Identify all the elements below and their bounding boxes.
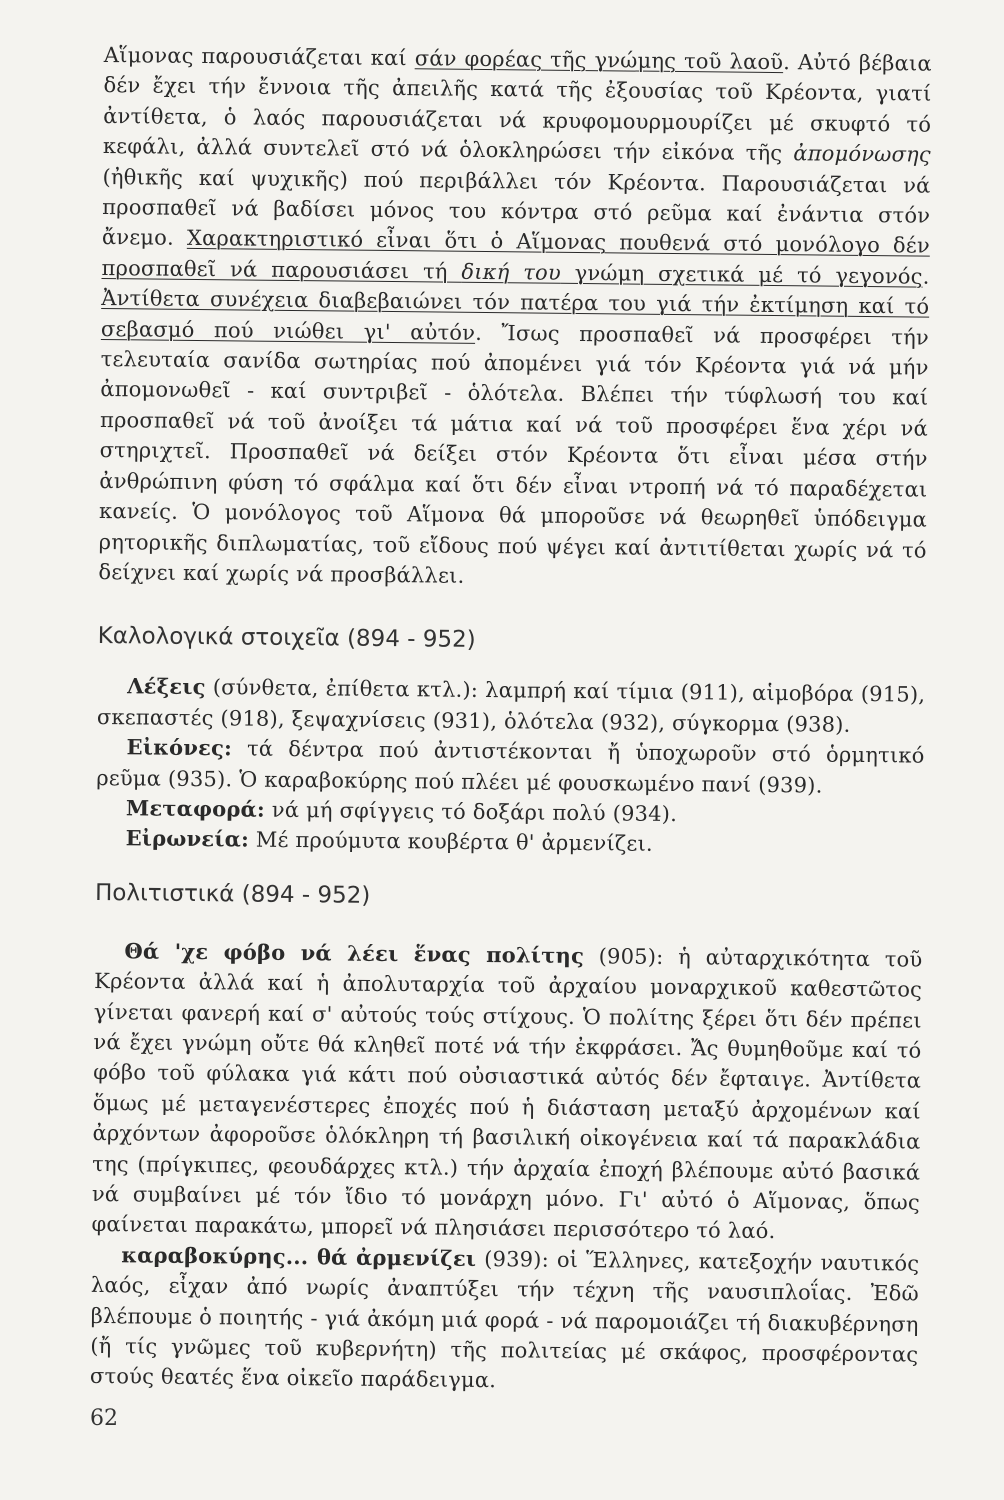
underlined-text: Χαρακτηριστικό εἶναι ὅτι ὁ Αἵμονας πουθενά στό μονόλογο δέν προσπαθεῖ νά παρουσιάσει τή — [101, 226, 931, 284]
entry-term: Λέξεις — [127, 673, 206, 700]
cultural-entry — [90, 1240, 920, 1401]
underlined-text: σάν φορέας τῆς γνώμης τοῦ λαοῦ — [414, 46, 784, 75]
text-segment: Αἵμονας παρουσιάζεται καί — [103, 42, 415, 71]
entry-text: νά μή σφίγγεις τό δοξάρι πολύ (934). — [264, 797, 678, 826]
text-segment: (ἠθικῆς καί ψυχικῆς) πού περιβάλλει τόν Κρέοντα. Παρουσιάζεται νά προσπαθεῖ νά βαδίσει μόνος του κόντρα στό ρεῦμα καί ἐνάντια στόν ἄνεμο. — [101, 164, 931, 251]
entry-text: Μέ προύμυτα κουβέρτα θ' ἀρμενίζει. — [248, 827, 653, 857]
intro-paragraph — [98, 40, 932, 596]
page-number: 62 — [90, 1406, 118, 1431]
entry-term: καραβοκύρης... θά ἀρμενίζει — [121, 1242, 477, 1271]
entry-term: Εἰρωνεία: — [125, 825, 250, 852]
document-page — [90, 40, 932, 1400]
stylistic-entry — [97, 671, 926, 740]
entry-text: τά δέντρα πού ἀντιστέκονται ἤ ὑποχωροῦν στό ὁρμητικό ρεῦμα (935). Ὁ καραβοκύρης πού πλέει μέ φουσκωμένο πανί (939). — [96, 736, 925, 798]
italic-underlined-text: ἀπομόνωσης — [793, 141, 931, 167]
entry-term: Εἰκόνες: — [126, 734, 233, 761]
entry-text: (905): ἡ αὐταρχικότητα τοῦ Κρέοντα ἀλλά καί ἡ ἀπολυταρχία τοῦ ἀρχαίου μοναρχικοῦ καθεστῶτος γίνεται φανερή καί σ' αὐτούς τούς στίχους. Ὁ πολίτης ξέρει ὅτι δέν πρέπει νά ἔχει γνώμη οὔτε θά κληθεῖ ποτέ νά τήν ἐκφράσει. Ἄς θυμηθοῦμε καί τό φόβο τοῦ φύλακα γιά κάτι πού οὐσιαστικά αὐτός δέν ἔφταιγε. Ἀντίθετα ὅμως μέ μεταγενέστερες ἐποχές πού ἡ διάσταση μεταξύ ἀρχομένων καί ἀρχόντων ἀφοροῦσε ὁλόκληρη τή βασιλική οἰκογένεια καί τά παρακλάδια της (πρίγκιπες, φεουδάρχες κτλ.) τήν ἀρχαία ἐποχή βλέπουμε αὐτό βασικά νά συμβαίνει μέ τόν ἴδιο τό μονάρχη μόνο. Γι' αὐτό ὁ Αἵμονας, ὅπως φαίνεται παρακάτω, μπορεῖ νά πλησιάσει περισσότερο τό λαό. — [91, 943, 923, 1244]
italic-underlined-text: δική του — [461, 259, 561, 285]
entry-text: (939): οἱ Ἕλληνες, κατεξοχήν ναυτικός λαός, εἶχαν ἀπό νωρίς ἀναπτύξει τήν τέχνη τῆς ναυσιπλοΐας. Ἐδῶ βλέπουμε ὁ ποιητής - γιά ἀκόμη μιά φορά - νά παρομοιάζει τή διακυβέρνηση (ἤ τίς γνῶμες τοῦ κυβερνήτη) τῆς πολιτείας μέ σκάφος, προσφέροντας στούς θεατές ἕνα οἰκεῖο παράδειγμα. — [89, 1246, 920, 1393]
underlined-text: Ἀντίθετα συνέχεια διαβεβαιώνει τόν πατέρα του γιά τήν ἐκτίμηση καί τό σεβασμό πού νιώθει γι' αὐτόν — [100, 286, 930, 345]
section-heading-stylistic: Καλολογικά στοιχεῖα (894 - 952) — [97, 623, 476, 654]
cultural-entry — [91, 936, 922, 1249]
entry-term: Μεταφορά: — [125, 795, 266, 822]
text-segment: . — [922, 264, 930, 289]
entry-text: (σύνθετα, ἐπίθετα κτλ.): λαμπρή καί τίμια (911), αἱμοβόρα (915), σκεπαστές (918), ξεψαχνίσεις (931), ὁλότελα (932), σύγκορμα (938). — [96, 675, 926, 737]
underlined-text: γνώμη σχετικά μέ τό γεγονός — [560, 260, 923, 289]
entry-term: Θά 'χε φόβο νά λέει ἕνας πολίτης — [124, 938, 585, 968]
stylistic-entry — [96, 732, 925, 801]
section-heading-cultural: Πολιτιστικά (894 - 952) — [94, 879, 371, 909]
text-segment: . Ἴσως προσπαθεῖ νά προσφέρει τήν τελευταία σανίδα σωτηρίας πού ἀπομένει γιά τόν Κρέοντα γιά νά μήν ἀπομονωθεῖ - καί συντριβεῖ - ὁλότελα. Βλέπει τήν τύφλωσή του καί προσπαθεῖ νά τοῦ ἀνοίξει τά μάτια καί νά τοῦ προσφέρει ἕνα χέρι νά στηριχτεῖ. Προσπαθεῖ νά δείξει στόν Κρέοντα ὅτι εἶναι μέσα στήν ἀνθρώπινη φύση τό σφάλμα καί ὅτι δέν εἶναι ντροπή νά τό παραδέχεται κανείς. Ὁ μονόλογος τοῦ Αἵμονα θά μποροῦσε νά θεωρηθεῖ ὑπόδειγμα ρητορικῆς διπλωματίας, τοῦ εἴδους πού ψέγει καί ἀντιτίθεται χωρίς νά τό δείχνει καί χωρίς νά προσβάλλει. — [98, 320, 930, 588]
text-segment: . Αὐτό βέβαια δέν ἔχει τήν ἔννοια τῆς ἀπειλῆς κατά τῆς ἐξουσίας τοῦ Κρέοντα, γιατί ἀντίθετα, ὁ λαός παρουσιάζεται νά κρυφομουρμουρίζει μέ σκυφτό τό κεφάλι, ἀλλά συντελεῖ στό νά ὁλοκληρώσει τήν εἰκόνα τῆς — [102, 50, 932, 166]
